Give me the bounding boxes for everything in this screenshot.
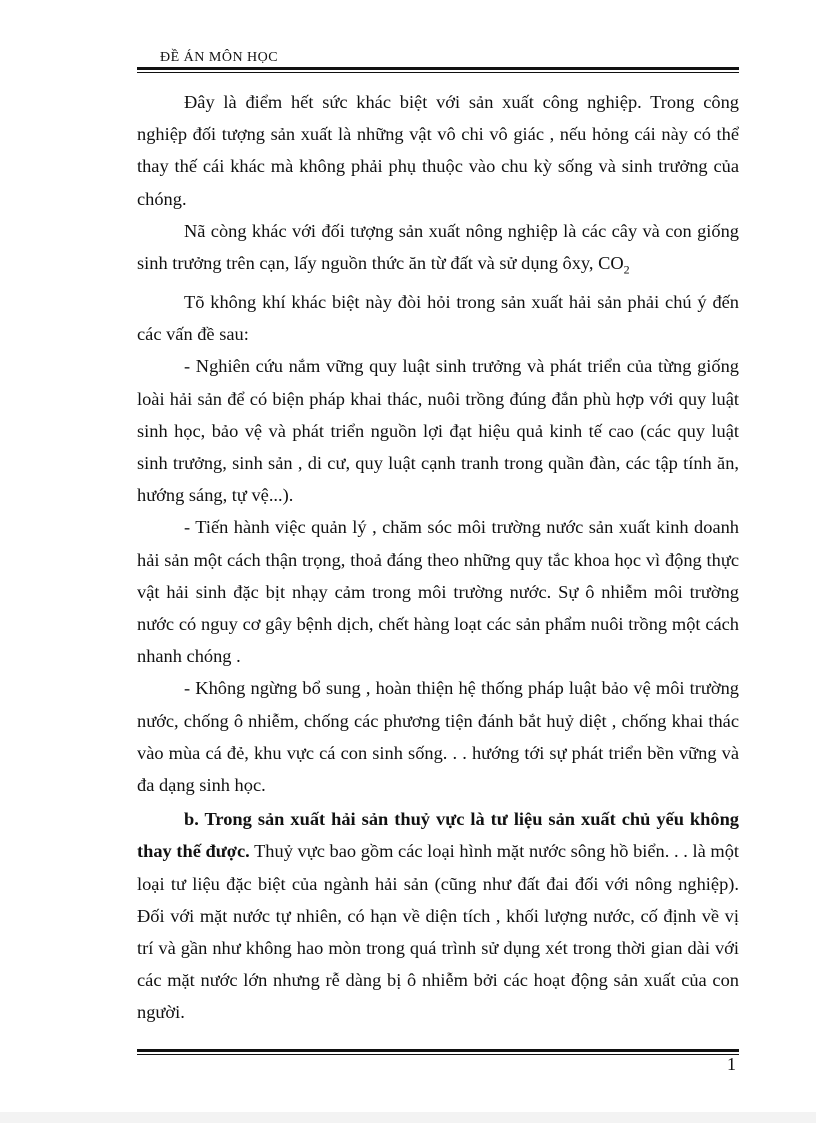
section-b-paragraph bbox=[137, 803, 739, 1028]
paragraph: Tõ không khí khác biệt này đòi hỏi trong sản xuất hải sản phải chú ý đến các vấn đề sau: bbox=[137, 291, 739, 345]
footer-rule-thick bbox=[137, 1049, 739, 1052]
page-header-title: ĐỀ ÁN MÔN HỌC bbox=[160, 50, 279, 65]
list-item: - Nghiên cứu nắm vững quy luật sinh trưởng và phát triển của từng giống loài hải sản để có biện pháp khai thác, nuôi trồng đúng đắn phù hợp với quy luật sinh học, bảo vệ và phát triển nguồn lợi đạt hiệu quả kinh tế cao (các quy luật sinh trưởng, sinh sản , di cư, quy luật cạnh tranh trong quần đàn, các tập tính ăn, hướng sáng, tự vệ...). bbox=[137, 356, 739, 506]
section-b-text: Thuỷ vực bao gồm các loại hình mặt nước sông hồ biển. . . là một loại tư liệu đặc biệt của ngành hải sản (cũng như đất đai đối với nông nghiệp). Đối với mặt nước tự nhiên, có hạn về diện tích , khối lượng nước, cố định về vị trí và gần như không hao mòn trong quá trình sử dụng xét trong thời gian dài với các mặt nước lớn nhưng rễ dàng bị ô nhiễm bởi các hoạt động sản xuất của con người. bbox=[137, 841, 739, 1023]
header-rule-thin bbox=[137, 72, 739, 73]
list-item: - Không ngừng bổ sung , hoàn thiện hệ thống pháp luật bảo vệ môi trường nước, chống ô nhiễm, chống các phương tiện đánh bắt huỷ diệt , chống khai thác vào mùa cá đẻ, khu vực cá con sinh sống. . . hướng tới sự phát triển bền vững và đa dạng sinh học. bbox=[137, 678, 739, 795]
paragraph-text: Nã còng khác với đối tượng sản xuất nông nghiệp là các cây và con giống sinh trưởng trên cạn, lấy nguồn thức ăn từ đất và sử dụng ôxy, CO bbox=[137, 220, 739, 274]
footer-rule-thin bbox=[137, 1054, 739, 1055]
co2-subscript: 2 bbox=[623, 262, 630, 277]
page-bottom-edge bbox=[0, 1112, 816, 1123]
header-rule-thick bbox=[137, 67, 739, 70]
document-body bbox=[137, 86, 739, 1029]
page-number: 1 bbox=[727, 1054, 736, 1074]
list-item: - Tiến hành việc quản lý , chăm sóc môi trường nước sản xuất kinh doanh hải sản một cách thận trọng, thoả đáng theo những quy tắc khoa học vì động thực vật hải sinh đặc bịt nhạy cảm trong môi trường nước. Sự ô nhiễm môi trường nước có nguy cơ gây bệnh dịch, chết hàng loạt các sản phẩm nuôi trồng một cách nhanh chóng . bbox=[137, 517, 739, 667]
paragraph: Đây là điểm hết sức khác biệt với sản xuất công nghiệp. Trong công nghiệp đối tượng sản xuất là những vật vô chi vô giác , nếu hỏng cái này có thể thay thế cái khác mà không phải phụ thuộc vào chu kỳ sống và sinh trưởng của chóng. bbox=[137, 92, 739, 209]
paragraph bbox=[137, 215, 739, 286]
section-b-heading: b. Trong sản xuất hải sản thuỷ vực là tư liệu sản xuất chủ yếu không thay thế được. bbox=[137, 809, 739, 862]
